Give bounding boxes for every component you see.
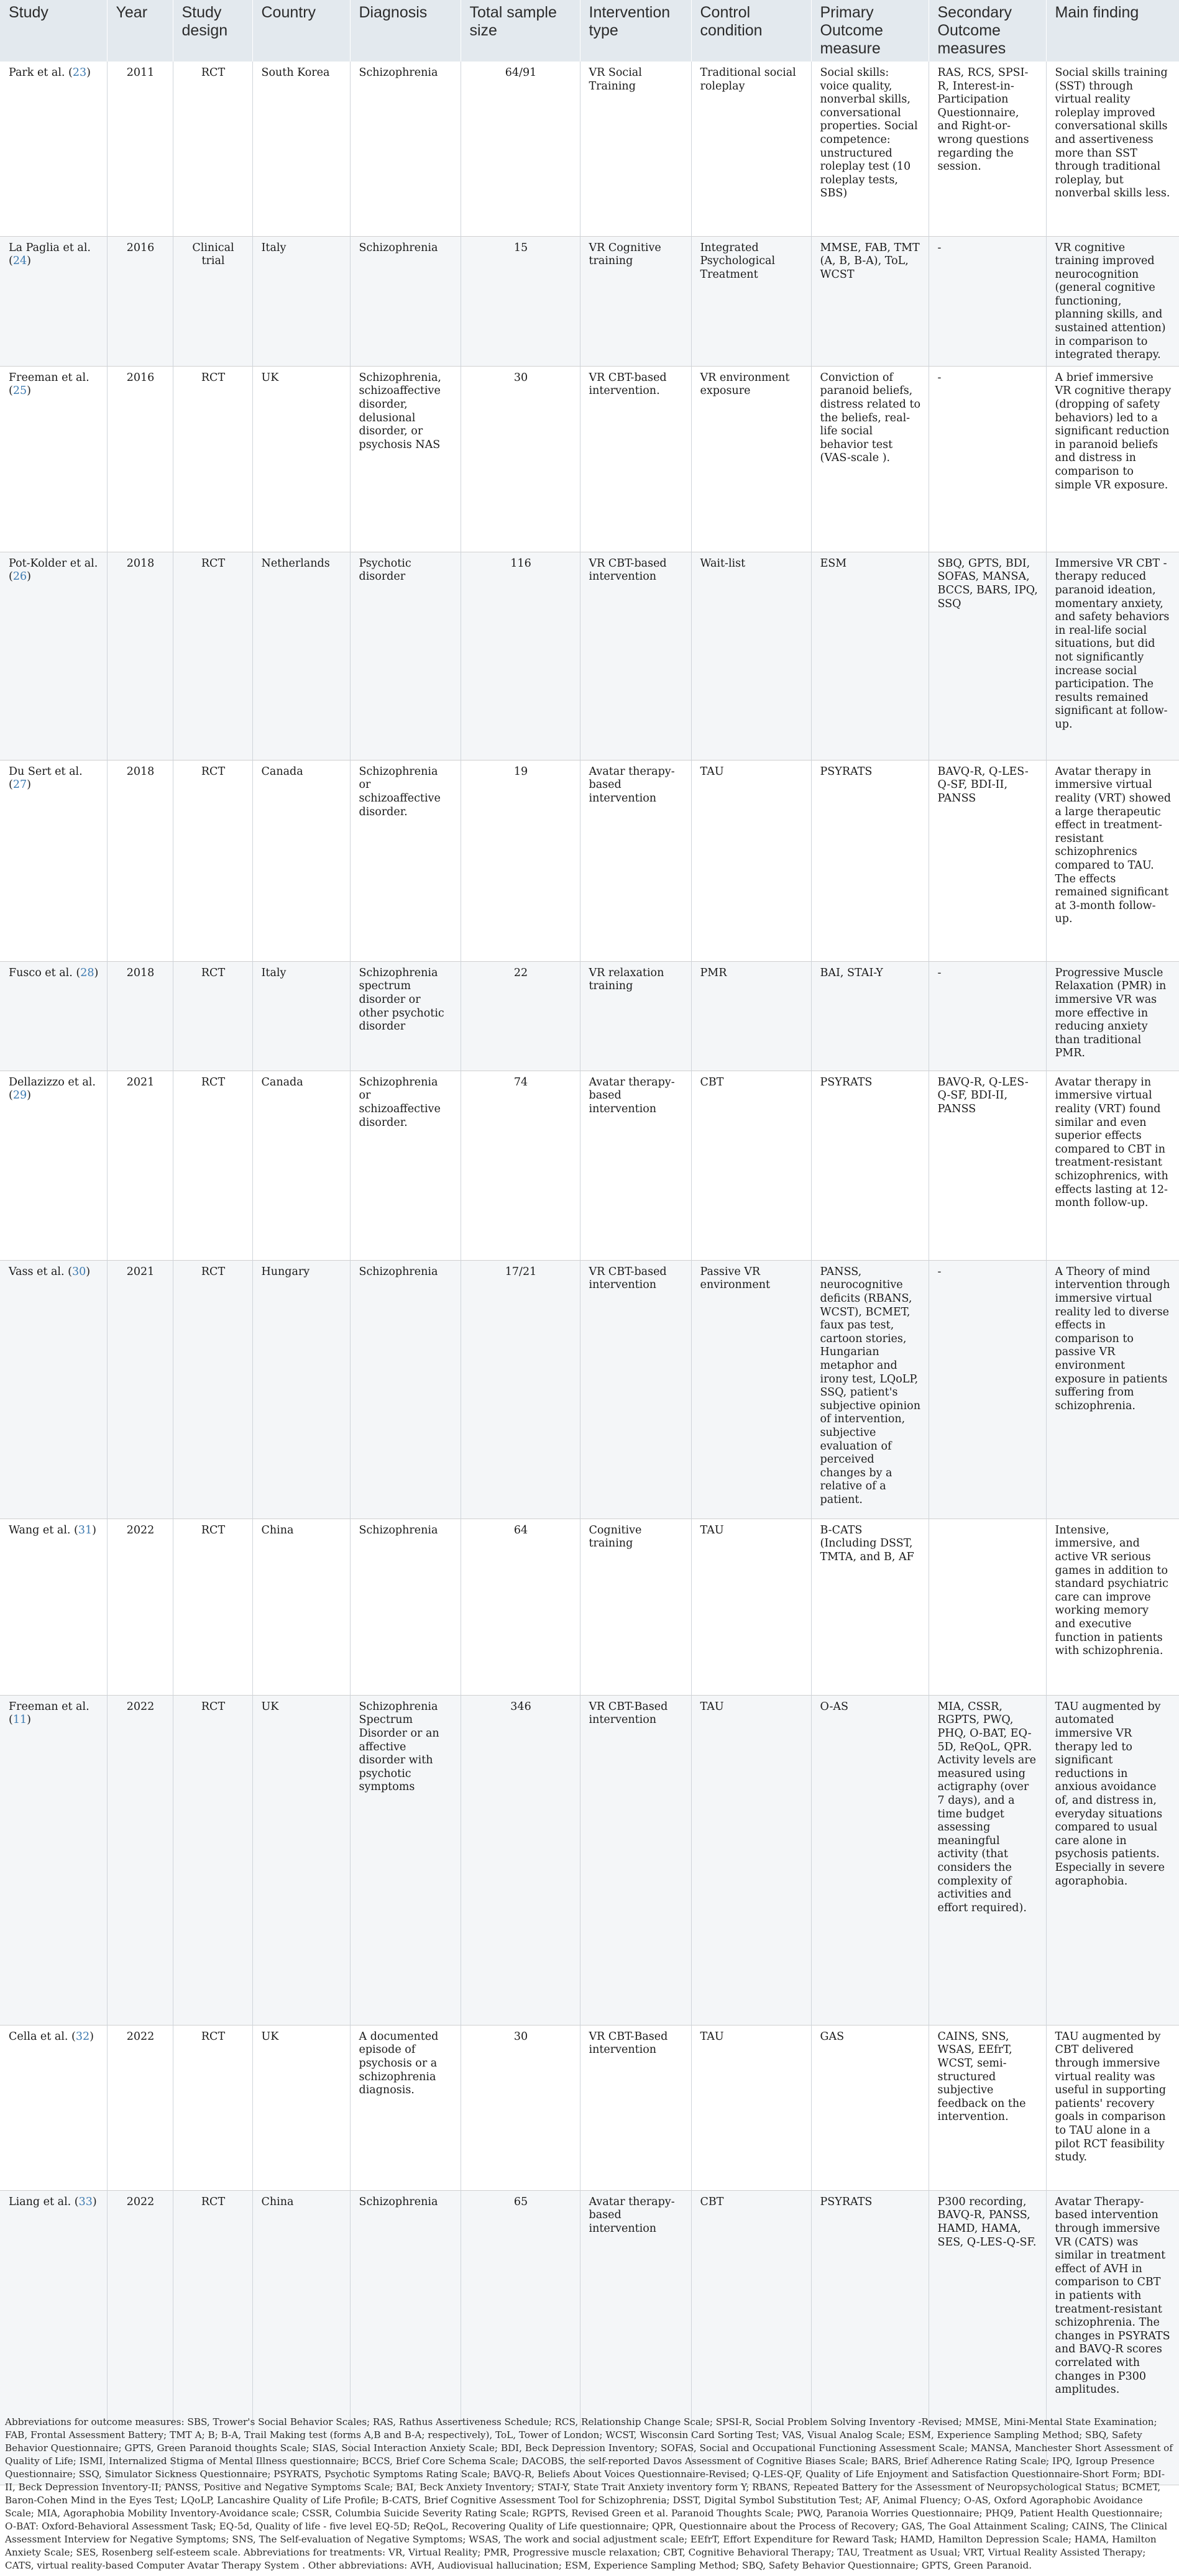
table-row [0,760,1179,961]
primary-outcome-cell: Conviction of paranoid beliefs, distress related to the beliefs, real-life social behavior test (VAS-scale ). [811,366,929,552]
secondary-outcome-cell: P300 recording, BAVQ-R, PANSS, HAMD, HAMA, SES, Q-LES-Q-SF. [929,2190,1046,2485]
reference-link[interactable]: 26 [12,570,27,583]
country-cell: China [252,1519,350,1695]
secondary-outcome-cell: BAVQ-R, Q-LES-Q-SF, BDI-II, PANSS [929,1071,1046,1260]
sample-size-cell: 64/91 [461,62,580,236]
secondary-outcome-cell: - [929,236,1046,366]
year-cell: 2021 [107,1071,173,1260]
primary-outcome-cell: BAI, STAI-Y [811,961,929,1071]
study-author: Dellazizzo et al. ( [9,1076,96,1102]
study-cell [0,1071,107,1260]
study-author: Fusco et al. ( [9,966,81,979]
study-design-cell: RCT [173,552,252,760]
table-row [0,1695,1179,2025]
intervention-type-cell: VR Social Training [580,62,691,236]
control-condition-cell: Integrated Psychological Treatment [691,236,811,366]
country-cell: Canada [252,1071,350,1260]
control-condition-cell: Wait-list [691,552,811,760]
country-cell: UK [252,1695,350,2025]
intervention-type-cell: Avatar therapy-based intervention [580,760,691,961]
main-finding-cell: Progressive Muscle Relaxation (PMR) in immersive VR was more effective in reducing anxiety than traditional PMR. [1055,966,1167,1060]
column-header: Primary Outcome measure [811,0,929,62]
year-cell: 2022 [107,1519,173,1695]
reference-link[interactable]: 29 [12,1089,27,1102]
main-finding-cell: Avatar therapy in immersive virtual reality (VRT) showed a large therapeutic effect in treatment-resistant schizophrenics compared to TAU. The effects remained significant at 3-month follow-up. [1055,765,1172,926]
year-cell: 2021 [107,1260,173,1519]
study-cell [0,366,107,552]
primary-outcome-cell: PSYRATS [811,2190,929,2485]
diagnosis-cell: A documented episode of psychosis or a schizophrenia diagnosis. [350,2025,461,2190]
diagnosis-cell: Schizophrenia spectrum disorder or other psychotic disorder [350,961,461,1071]
column-header: Secondary Outcome measures [929,0,1046,62]
study-design-cell: RCT [173,366,252,552]
control-condition-cell: Traditional social roleplay [691,62,811,236]
sample-size-cell: 346 [461,1695,580,2025]
table-row [0,1071,1179,1260]
diagnosis-cell: Schizophrenia [350,1519,461,1695]
year-cell: 2016 [107,236,173,366]
study-cell [0,62,107,236]
header-row [0,0,1179,62]
control-condition-cell: TAU [691,1695,811,2025]
reference-close-paren: ) [86,66,91,79]
country-cell: Italy [252,236,350,366]
secondary-outcome-cell: - [929,961,1046,1071]
intervention-type-cell: Cognitive training [580,1519,691,1695]
reference-close-paren: ) [27,570,31,583]
country-cell: UK [252,2025,350,2190]
diagnosis-cell: Schizophrenia [350,236,461,366]
diagnosis-cell: Schizophrenia [350,1260,461,1519]
study-author: Freeman et al. ( [9,371,89,398]
column-header: Study [0,0,107,62]
reference-link[interactable]: 32 [75,2030,90,2043]
table-row [0,2025,1179,2190]
study-cell [0,1695,107,2025]
control-condition-cell: CBT [691,1071,811,1260]
intervention-type-cell: VR relaxation training [580,961,691,1071]
diagnosis-cell: Schizophrenia, schizoaffective disorder, delusional disorder, or psychosis NAS [350,366,461,552]
year-cell: 2016 [107,366,173,552]
study-design-cell: RCT [173,2190,252,2485]
control-condition-cell: TAU [691,2025,811,2190]
sample-size-cell: 116 [461,552,580,760]
reference-link[interactable]: 27 [12,779,27,792]
sample-size-cell: 30 [461,366,580,552]
secondary-outcome-cell: SBQ, GPTS, BDI, SOFAS, MANSA, BCCS, BARS, IPQ, SSQ [929,552,1046,760]
country-cell: UK [252,366,350,552]
table-row [0,1260,1179,1519]
study-design-cell: RCT [173,2025,252,2190]
primary-outcome-cell: PANSS, neurocognitive deficits (RBANS, WCST), BCMET, faux pas test, cartoon stories, Hungarian metaphor and irony test, LQoLP, SSQ, patient's subjective opinion of intervention, subjective evaluation of perceived changes by a relative of a patient. [811,1260,929,1519]
reference-close-paren: ) [94,966,99,979]
secondary-outcome-cell: BAVQ-R, Q-LES-Q-SF, BDI-II, PANSS [929,760,1046,961]
country-cell: China [252,2190,350,2485]
sample-size-cell: 65 [461,2190,580,2485]
study-design-cell: RCT [173,62,252,236]
country-cell: Italy [252,961,350,1071]
study-cell [0,1260,107,1519]
main-finding-cell: Social skills training (SST) through virtual reality roleplay improved conversational skills and assertiveness more than SST through traditional roleplay, but nonverbal skills less. [1055,66,1170,200]
main-finding-cell: A Theory of mind intervention through immersive virtual reality led to diverse effects in comparison to passive VR environment exposure in patients suffering from schizophrenia. [1055,1265,1170,1412]
control-condition-cell: CBT [691,2190,811,2485]
primary-outcome-cell: ESM [811,552,929,760]
study-design-cell: RCT [173,760,252,961]
diagnosis-cell: Schizophrenia [350,62,461,236]
study-design-cell: RCT [173,1695,252,2025]
sample-size-cell: 17/21 [461,1260,580,1519]
study-cell [0,760,107,961]
reference-close-paren: ) [27,779,31,792]
reference-link[interactable]: 31 [78,1523,93,1537]
diagnosis-cell: Schizophrenia or schizoaffective disorder. [350,1071,461,1260]
sample-size-cell: 15 [461,236,580,366]
column-header: Total sample size [461,0,580,62]
country-cell: Hungary [252,1260,350,1519]
column-header: Diagnosis [350,0,461,62]
study-cell [0,2025,107,2190]
study-author: Cella et al. ( [9,2030,76,2043]
study-cell [0,961,107,1071]
reference-link[interactable]: 23 [72,66,87,79]
reference-link[interactable]: 30 [71,1265,86,1278]
sample-size-cell: 22 [461,961,580,1071]
reference-close-paren: ) [92,1523,96,1537]
study-author: Pot-Kolder et al. ( [9,557,98,583]
column-header: Study design [173,0,252,62]
secondary-outcome-cell: MIA, CSSR, RGPTS, PWQ, PHQ, O-BAT, EQ-5D, ReQoL, QPR. Activity levels are measured using actigraphy (over 7 days), and a time budget assessing meaningful activity (that considers the complexity of activities and effort required). [929,1695,1046,2025]
sample-size-cell: 74 [461,1071,580,1260]
column-header: Intervention type [580,0,691,62]
main-finding-cell: Avatar therapy in immersive virtual reality (VRT) found similar and even superior effects compared to CBT in treatment-resistant schizophrenics, with effects lasting at 12-month follow-up. [1055,1076,1168,1210]
main-finding-cell: A brief immersive VR cognitive therapy (dropping of safety behaviors) led to a significant reduction in paranoid beliefs and distress in comparison to simple VR exposure. [1055,371,1172,491]
table-row [0,1519,1179,1695]
diagnosis-cell: Schizophrenia or schizoaffective disorder. [350,760,461,961]
main-finding-cell: Intensive, immersive, and active VR serious games in addition to standard psychiatric care can improve working memory and executive function in patients with schizophrenia. [1055,1523,1168,1658]
year-cell: 2022 [107,1695,173,2025]
country-cell: Canada [252,760,350,961]
reference-close-paren: ) [27,255,31,268]
study-author: Freeman et al. ( [9,1700,89,1727]
column-header: Year [107,0,173,62]
column-header: Main finding [1046,0,1179,62]
secondary-outcome-cell: - [929,366,1046,552]
primary-outcome-cell: O-AS [811,1695,929,2025]
intervention-type-cell: VR Cognitive training [580,236,691,366]
column-header: Control condition [691,0,811,62]
secondary-outcome-cell [929,1519,1046,1695]
study-author: Liang et al. ( [9,2195,79,2208]
table-row [0,236,1179,366]
country-cell: Netherlands [252,552,350,760]
year-cell: 2018 [107,760,173,961]
table-footnote: Abbreviations for outcome measures: SBS, Trower's Social Behavior Scales; RAS, Rathus Assertiveness Schedule; RCS, Relationship Change Scale; SPSI-R, Social Problem Solving Inventory -Revised; MMSE, Mini-Mental State Examination; FAB, Frontal Assessment Battery; TMT A; B; B-A, Trail Making test (forms A,B and B-A; respectively), ToL, Tower of London; WCST, Wisconsin Card Sorting Test; VAS, Visual Analog Scale; ESM, Experience Sampling Method; SBQ, Safety Behavior Questionnaire; GPTS, Green Paranoid thoughts Scale; SIAS, Social Interaction Anxiety Scale; BDI, Beck Depression Inventory; SOFAS, Social and Occupational Functioning Assessment Scale; MANSA, Manchester Short Assessment of Quality of Life; ISMI, Internalized Stigma of Mental Illness questionnaire; BCCS, Brief Core Schema Scale; DACOBS, the self-reported Davos Assessment of Cognitive Biases Scale; BARS, Brief Adherence Rating Scale; IPQ, Igroup Presence Questionnaire; SSQ, Simulator Sickness Questionnaire; PSYRATS, Psychotic Symptoms Rating Scale; BAVQ-R, Beliefs About Voices Questionnaire-Revised; Q-LES-QF, Quality of Life Enjoyment and Satisfaction Questionnaire-Short Form; BDI-II, Beck Depression Inventory-II; PANSS, Positive and Negative Symptoms Scale; BAI, Beck Anxiety Inventory; STAI-Y, State Trait Anxiety inventory form Y; RBANS, Repeated Battery for the Assessment of Neuropsychological Status; BCMET, Baron-Cohen Mind in the Eyes Test; LQoLP, Lancashire Quality of Life Profile; B-CATS, Brief Cognitive Assessment Tool for Schizophrenia; DSST, Digital Symbol Substitution Test; AF, Animal Fluency; O-AS, Oxford Agoraphobic Avoidance Scale; MIA, Agoraphobia Mobility Inventory-Avoidance scale; CSSR, Columbia Suicide Severity Rating Scale; RGPTS, Revised Green et al. Paranoid Thoughts Scale; PWQ, Paranoia Worries Questionnaire; PHQ9, Patient Health Questionnaire; O-BAT: Oxford-Behavioral Assessment Task; EQ-5d, Quality of life - five level EQ-5D; ReQoL, Recovering Quality of Life questionnaire; QPR, Questionnaire about the Process of Recovery; GAS, The Goal Attainment Scaling; CAINS, The Clinical Assessment Interview for Negative Symptoms; SNS, The Self-evaluation of Negative Symptoms; WSAS, The work and social adjustment scale; EEfrT, Effort Expenditure for Reward Task; HAMD, Hamilton Depression Scale; HAMA, Hamilton Anxiety Scale; SES, Rosenberg self-esteem scale. Abbreviations for treatments: VR, Virtual Reality; PMR, Progressive muscle relaxation; CBT, Cognitive Behavioral Therapy; TAU, Treatment as Usual; VRT, Virtual Reality Assisted Therapy; CATS, virtual reality-based Computer Avatar Therapy System . Other abbreviations: AVH, Audiovisual hallucination; ESM, Experience Sampling Method; SBQ, Safety Behavior Questionnaire; GPTS, Green Paranoid. [5,2416,1173,2571]
control-condition-cell: TAU [691,1519,811,1695]
study-design-cell: RCT [173,1519,252,1695]
main-finding-cell: TAU augmented by automated immersive VR therapy led to significant reductions in anxious avoidance of, and distress in, everyday situations compared to usual care alone in psychosis patients. Especially in severe agoraphobia. [1055,1700,1165,1888]
primary-outcome-cell: GAS [811,2025,929,2190]
study-design-cell: RCT [173,1071,252,1260]
diagnosis-cell: Psychotic disorder [350,552,461,760]
control-condition-cell: Passive VR environment [691,1260,811,1519]
year-cell: 2018 [107,552,173,760]
reference-link[interactable]: 24 [12,255,27,268]
control-condition-cell: VR environment exposure [691,366,811,552]
primary-outcome-cell: PSYRATS [811,1071,929,1260]
primary-outcome-cell: Social skills: voice quality, nonverbal skills, conversational properties. Social competence: unstructured roleplay test (10 roleplay tests, SBS) [811,62,929,236]
intervention-type-cell: VR CBT-Based intervention [580,1695,691,2025]
primary-outcome-cell: PSYRATS [811,760,929,961]
main-finding-cell: TAU augmented by CBT delivered through immersive virtual reality was useful in supporting patients' recovery goals in comparison to TAU alone in a pilot RCT feasibility study. [1055,2030,1167,2164]
reference-close-paren: ) [27,385,31,398]
table-body [0,62,1179,2485]
secondary-outcome-cell: CAINS, SNS, WSAS, EEfrT, WCST, semi-structured subjective feedback on the intervention. [929,2025,1046,2190]
study-design-cell: Clinical trial [173,236,252,366]
table-row [0,961,1179,1071]
reference-close-paren: ) [86,1265,91,1278]
control-condition-cell: PMR [691,961,811,1071]
year-cell: 2018 [107,961,173,1071]
reference-close-paren: ) [27,1089,31,1102]
reference-link[interactable]: 11 [12,1714,27,1727]
study-author: La Paglia et al. ( [9,241,91,268]
study-author: Vass et al. ( [9,1265,72,1278]
study-author: Park et al. ( [9,66,73,79]
reference-link[interactable]: 25 [12,385,27,398]
sample-size-cell: 19 [461,760,580,961]
main-finding-cell: Immersive VR CBT -therapy reduced paranoid ideation, momentary anxiety, and safety behaviors in real-life social situations, but did not significantly increase social participation. The results remained significant at follow-up. [1055,557,1170,731]
table-row [0,366,1179,552]
study-cell [0,236,107,366]
column-header: Country [252,0,350,62]
reference-close-paren: ) [92,2195,97,2208]
table-row [0,62,1179,236]
table-row [0,552,1179,760]
intervention-type-cell: VR CBT-Based intervention [580,2025,691,2190]
main-finding-cell: Avatar Therapy-based intervention through immersive VR (CATS) was similar in treatment effect of AVH in comparison to CBT in patients with treatment-resistant schizophrenia. The changes in PSYRATS and BAVQ-R scores correlated with changes in P300 amplitudes. [1055,2195,1170,2396]
year-cell: 2011 [107,62,173,236]
main-finding-cell: VR cognitive training improved neurocognition (general cognitive functioning, planning skills, and sustained attention) in comparison to integrated therapy. [1055,241,1166,362]
study-cell [0,1519,107,1695]
primary-outcome-cell: MMSE, FAB, TMT (A, B, B-A), ToL, WCST [811,236,929,366]
country-cell: South Korea [252,62,350,236]
reference-close-paren: ) [27,1714,31,1727]
intervention-type-cell: Avatar therapy-based intervention [580,2190,691,2485]
study-design-cell: RCT [173,961,252,1071]
year-cell: 2022 [107,2190,173,2485]
diagnosis-cell: Schizophrenia [350,2190,461,2485]
secondary-outcome-cell: RAS, RCS, SPSI-R, Interest-in-Participation Questionnaire, and Right-or-wrong questions regarding the session. [929,62,1046,236]
study-author: Du Sert et al. ( [9,765,83,792]
primary-outcome-cell: B-CATS (Including DSST, TMTA, and B, AF [811,1519,929,1695]
reference-link[interactable]: 33 [78,2195,93,2208]
sample-size-cell: 30 [461,2025,580,2190]
secondary-outcome-cell: - [929,1260,1046,1519]
control-condition-cell: TAU [691,760,811,961]
intervention-type-cell: VR CBT-based intervention. [580,366,691,552]
reference-link[interactable]: 28 [80,966,94,979]
study-cell [0,552,107,760]
study-author: Wang et al. ( [9,1523,78,1537]
sample-size-cell: 64 [461,1519,580,1695]
intervention-type-cell: Avatar therapy-based intervention [580,1071,691,1260]
reference-close-paren: ) [89,2030,94,2043]
intervention-type-cell: VR CBT-based intervention [580,552,691,760]
year-cell: 2022 [107,2025,173,2190]
study-design-cell: RCT [173,1260,252,1519]
intervention-type-cell: VR CBT-based intervention [580,1260,691,1519]
diagnosis-cell: Schizophrenia Spectrum Disorder or an affective disorder with psychotic symptoms [350,1695,461,2025]
